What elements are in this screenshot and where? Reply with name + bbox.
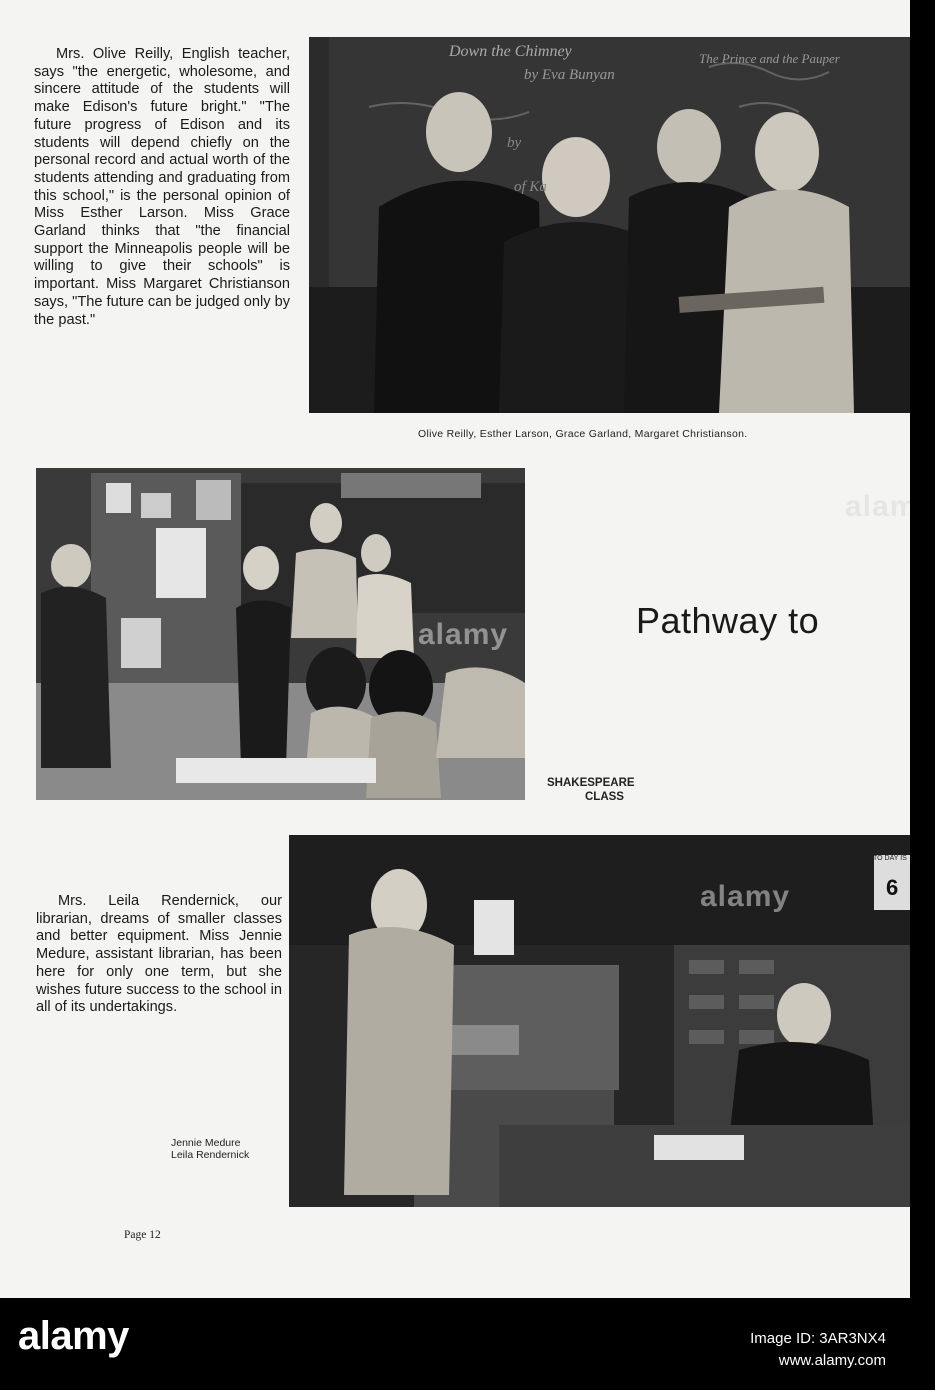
section-heading: Pathway to — [636, 600, 820, 641]
watermark-3: alamy — [700, 880, 791, 913]
calendar-label: TO DAY IS — [873, 855, 907, 862]
shakespeare-caption-line-2: CLASS — [585, 791, 624, 803]
library-caption-line-1: Jennie Medure — [171, 1137, 241, 1149]
librarians-paragraph: Mrs. Leila Rendernick, our librarian, dreams of smaller classes and better equipment. Miss Jennie Medure, assistant librarian, has been here for only one term, but she wishes future success to the school in all of its undertakings. — [36, 893, 282, 1016]
blackboard-line-4: by — [507, 135, 522, 151]
shakespeare-caption-line-1: SHAKESPEARE — [547, 777, 635, 789]
stock-footer — [0, 1298, 910, 1390]
teachers-photo-caption: Olive Reilly, Esther Larson, Grace Garland, Margaret Christianson. — [418, 428, 748, 440]
teachers-group-photo — [309, 37, 910, 413]
library-caption-line-2: Leila Rendernick — [171, 1149, 250, 1161]
watermark-1: alamy — [418, 618, 509, 651]
page-number: Page 12 — [124, 1229, 161, 1241]
teachers-quotes-paragraph: Mrs. Olive Reilly, English teacher, says "the energetic, wholesome, and sincere attitude of the students will make Edison's future bright." "The future progress of Edison and its students will depend chiefly on the personal record and actual worth of the students attending and graduating from this school," is the personal opinion of Miss Esther Larson. Miss Grace Garland thinks that "the financial support the Minneapolis people will be willing to give their schools" is important. Miss Margaret Christianson says, "The future can be judged only by the past." — [34, 46, 290, 328]
alamy-logo: alamy — [18, 1314, 129, 1358]
blackboard-line-1: Down the Chimney — [449, 43, 572, 60]
watermark-2: alamy — [845, 490, 935, 523]
calendar-number: 6 — [886, 875, 899, 900]
blackboard-line-5: of Ka — [514, 179, 547, 195]
library-photo — [289, 835, 910, 1207]
blackboard-line-3: The Prince and the Pauper — [699, 51, 840, 66]
site-url: www.alamy.com — [778, 1352, 886, 1369]
blackboard-line-2: by Eva Bunyan — [524, 67, 615, 83]
image-id: Image ID: 3AR3NX4 — [750, 1330, 886, 1347]
